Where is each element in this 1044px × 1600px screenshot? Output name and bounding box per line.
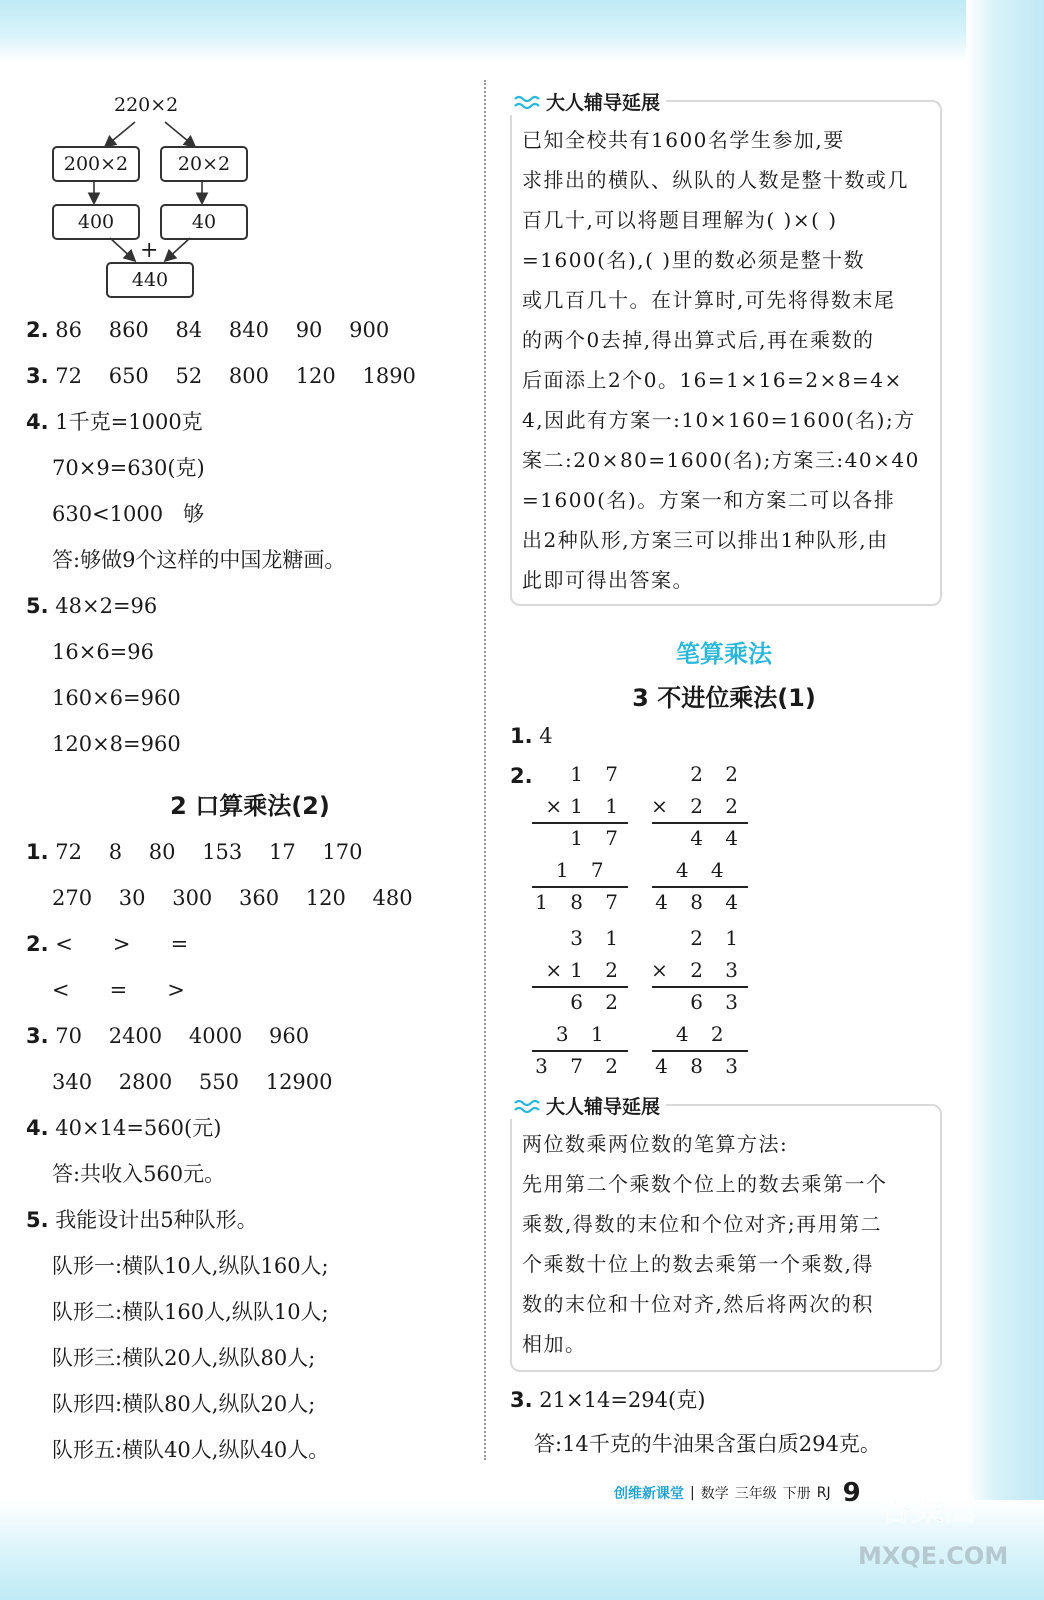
page-footer bbox=[614, 1478, 861, 1508]
answer-line: 1. 4 bbox=[510, 724, 553, 748]
tree-plus: + bbox=[140, 238, 159, 263]
tree-box-right1: 20×2 bbox=[160, 146, 248, 182]
tree-box-left2: 400 bbox=[52, 204, 140, 240]
footer-brand: 创维新课堂 bbox=[614, 1486, 684, 1502]
answer-line: 270 30 300 360 120 480 bbox=[52, 886, 413, 910]
tutor-note-text: 已知全校共有1600名学生参加,要 求排出的横队、纵队的人数是整十数或几 百几十,可以将题目理解为( )×( ) =1600(名),( )里的数必须是整十数 或几百几十。在计算时,可先将得数末尾 的两个0去掉,得出算式后,再在乘数的 后面添上2个0。16=1×16=2×8=4× 4,因此有方案一:10×160=1600(名);方 案二:20×80=1600(名);方案三:40×40 =1600(名)。方案一和方案二可以各排 出2种队形,方案三可以排出1种队形,由 此即可得出答案。 bbox=[522, 128, 920, 592]
answer-line: 340 2800 550 12900 bbox=[52, 1070, 333, 1094]
answer-line: 答:14千克的牛油果含蛋白质294克。 bbox=[534, 1432, 881, 1456]
answer-line: 2. 86 860 84 840 90 900 bbox=[26, 318, 390, 342]
tutor-note-text: 两位数乘两位数的笔算方法: 先用第二个乘数个位上的数去乘第一个 乘数,得数的末位和个位对齐;再用第二 个乘数十位上的数去乘第一个乘数,得 数的末位和十位对齐,然后将两次的积 相加。 bbox=[522, 1132, 888, 1356]
page-frame-right bbox=[966, 0, 1044, 1600]
column-divider bbox=[484, 80, 486, 1460]
answer-line: 16×6=96 bbox=[52, 640, 154, 664]
svg-text:MXQE.COM: MXQE.COM bbox=[858, 1542, 1009, 1570]
question-number: 2. bbox=[510, 764, 533, 788]
answer-line: 120×8=960 bbox=[52, 732, 181, 756]
answer-line: 队形四:横队80人,纵队20人; bbox=[52, 1392, 316, 1416]
answer-line: 队形三:横队20人,纵队80人; bbox=[52, 1346, 316, 1370]
footer-edition: RJ bbox=[816, 1485, 831, 1501]
section2-title: 2 口算乘法(2) bbox=[170, 792, 330, 820]
answer-line: < = > bbox=[52, 978, 185, 1002]
answer-line: 1. 72 8 80 153 17 170 bbox=[26, 840, 363, 864]
tree-box-left1: 200×2 bbox=[52, 146, 140, 182]
answer-line: 队形五:横队40人,纵队40人。 bbox=[52, 1438, 330, 1462]
answer-line: 5. 我能设计出5种队形。 bbox=[26, 1208, 258, 1232]
answer-line: 160×6=960 bbox=[52, 686, 181, 710]
answer-line: 答:共收入560元。 bbox=[52, 1162, 226, 1186]
footer-volume: 下册 bbox=[782, 1486, 811, 1502]
tree-top-label: 220×2 bbox=[114, 94, 179, 116]
site-watermark-logo bbox=[850, 1476, 1030, 1586]
answer-line: 队形二:横队160人,纵队10人; bbox=[52, 1300, 329, 1324]
answer-line: 4. 1千克=1000克 bbox=[26, 410, 203, 434]
svg-text:答案圈: 答案圈 bbox=[880, 1490, 977, 1528]
tutor-note-heading: 大人辅导延展 bbox=[508, 88, 666, 115]
wave-icon bbox=[514, 93, 540, 111]
tree-box-right2: 40 bbox=[160, 204, 248, 240]
page-number: 9 bbox=[842, 1478, 861, 1508]
tutor-note-heading: 大人辅导延展 bbox=[508, 1092, 666, 1119]
answer-line: 4. 40×14=560(元) bbox=[26, 1116, 222, 1140]
answer-line: 3. 70 2400 4000 960 bbox=[26, 1024, 310, 1048]
answer-line: 3. 72 650 52 800 120 1890 bbox=[26, 364, 416, 388]
answer-line: 答:够做9个这样的中国龙糖画。 bbox=[52, 548, 346, 572]
answer-line: 5. 48×2=96 bbox=[26, 594, 158, 618]
answer-line: 3. 21×14=294(克) bbox=[510, 1388, 706, 1412]
chapter-title: 笔算乘法 bbox=[676, 640, 772, 668]
answer-line: 630<1000 够 bbox=[52, 502, 205, 526]
wave-icon bbox=[514, 1097, 540, 1115]
page-frame-top bbox=[0, 0, 1044, 62]
footer-grade: 三年级 bbox=[734, 1486, 777, 1502]
answer-line: 70×9=630(克) bbox=[52, 456, 205, 480]
tree-box-result: 440 bbox=[106, 262, 194, 298]
answer-line: 队形一:横队10人,纵队160人; bbox=[52, 1254, 329, 1278]
footer-separator: | bbox=[690, 1485, 695, 1501]
footer-subject: 数学 bbox=[700, 1486, 729, 1502]
section3-title: 3 不进位乘法(1) bbox=[632, 684, 816, 712]
answer-line: 2. < > = bbox=[26, 932, 189, 956]
